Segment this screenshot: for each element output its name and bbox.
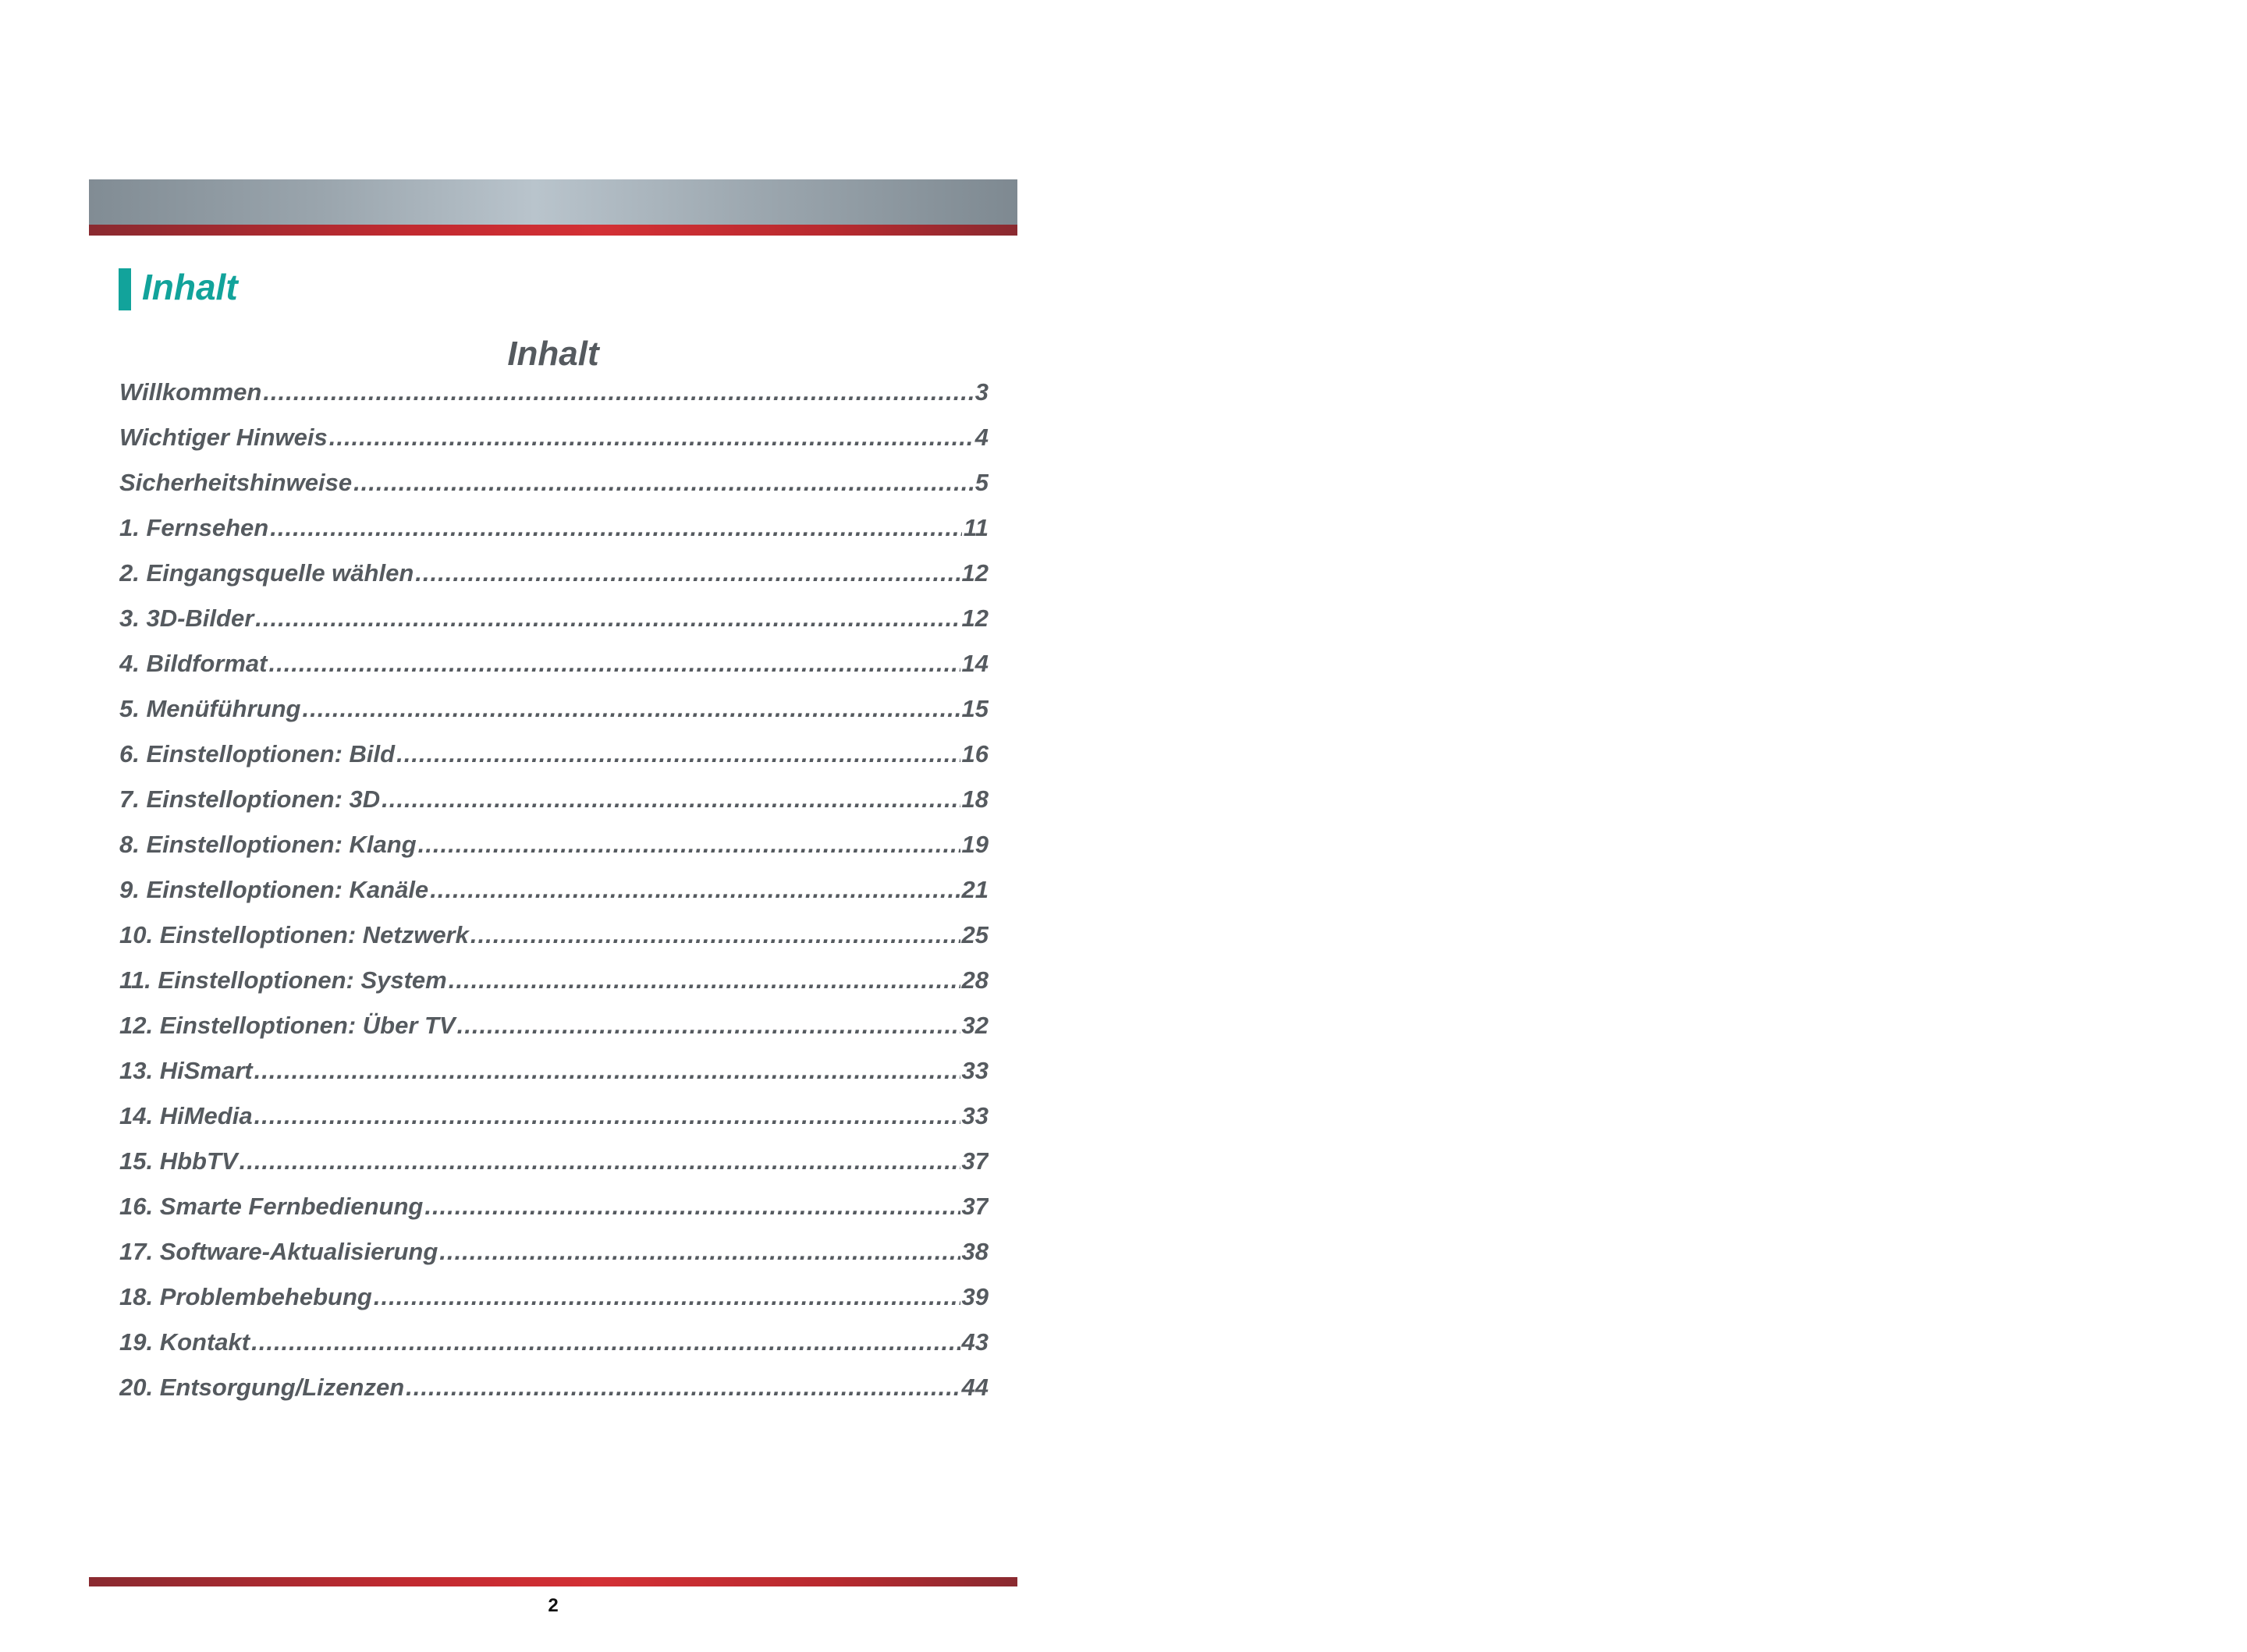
toc-entry-page: 28 <box>961 966 989 994</box>
toc-entry-page: 32 <box>961 1012 989 1039</box>
toc-entry-label: 9. Einstelloptionen: Kanäle <box>119 876 429 903</box>
toc-dot-leader <box>470 913 960 958</box>
toc-entry-label: 13. HiSmart <box>119 1057 253 1084</box>
toc-entry-page: 33 <box>961 1102 989 1129</box>
toc-entry-page: 33 <box>961 1057 989 1084</box>
toc-entry-page: 3 <box>974 378 989 406</box>
toc-entry[interactable] <box>119 551 989 596</box>
toc-entry-page: 15 <box>961 695 989 722</box>
toc-entry[interactable] <box>119 641 989 686</box>
toc-entry[interactable] <box>119 1003 989 1048</box>
toc-entry-label: 15. HbbTV <box>119 1147 238 1175</box>
header-rule <box>89 225 1017 236</box>
header-band <box>89 179 1017 225</box>
toc-entry[interactable] <box>119 732 989 777</box>
toc-dot-leader <box>449 958 960 1003</box>
toc-entry-page: 39 <box>961 1283 989 1310</box>
toc-entry[interactable] <box>119 867 989 913</box>
toc-entry[interactable] <box>119 686 989 732</box>
toc-dot-leader <box>254 1048 960 1094</box>
toc-entry-page: 38 <box>961 1238 989 1265</box>
toc-entry[interactable] <box>119 1184 989 1229</box>
toc-entry[interactable] <box>119 1320 989 1365</box>
toc-entry-page: 4 <box>974 424 989 451</box>
toc-dot-leader <box>415 551 960 596</box>
toc-entry-label: 11. Einstelloptionen: System <box>119 966 447 994</box>
footer-rule <box>89 1577 1017 1586</box>
toc-dot-leader <box>457 1003 960 1048</box>
toc-entry-page: 12 <box>961 604 989 632</box>
toc-dot-leader <box>439 1229 960 1274</box>
toc-dot-leader <box>251 1320 960 1365</box>
toc-entry-page: 11 <box>963 514 989 541</box>
toc-entry-page: 44 <box>961 1374 989 1401</box>
section-title: Inhalt <box>142 267 238 307</box>
toc-dot-leader <box>353 460 974 505</box>
toc-entry-label: Wichtiger Hinweis <box>119 424 328 451</box>
toc-dot-leader <box>382 777 960 822</box>
toc-entry[interactable] <box>119 1094 989 1139</box>
toc-entry-label: 1. Fernsehen <box>119 514 269 541</box>
toc-entry-label: 7. Einstelloptionen: 3D <box>119 785 381 813</box>
toc-dot-leader <box>430 867 960 913</box>
toc-entry-label: 17. Software-Aktualisierung <box>119 1238 438 1265</box>
toc-entry-label: 6. Einstelloptionen: Bild <box>119 740 396 768</box>
toc-entry-page: 5 <box>974 469 989 496</box>
toc-dot-leader <box>374 1274 960 1320</box>
toc-entry-page: 18 <box>961 785 989 813</box>
toc-entry-label: Sicherheitshinweise <box>119 469 353 496</box>
toc-entry[interactable] <box>119 596 989 641</box>
section-marker-bar <box>119 268 131 310</box>
toc-entry-label: 16. Smarte Fernbedienung <box>119 1193 424 1220</box>
toc-entry[interactable] <box>119 913 989 958</box>
toc-entry-page: 14 <box>961 650 989 677</box>
toc-entry-label: 10. Einstelloptionen: Netzwerk <box>119 921 469 948</box>
toc-entry-label: 12. Einstelloptionen: Über TV <box>119 1012 456 1039</box>
toc-dot-leader <box>424 1184 960 1229</box>
toc-entry[interactable] <box>119 370 989 415</box>
toc-dot-leader <box>329 415 974 460</box>
toc-entry[interactable] <box>119 460 989 505</box>
toc-dot-leader <box>255 596 960 641</box>
toc-entry-label: 14. HiMedia <box>119 1102 253 1129</box>
toc-dot-leader <box>302 686 960 732</box>
toc-entry-page: 25 <box>961 921 989 948</box>
toc-entry-page: 37 <box>961 1193 989 1220</box>
toc-title: Inhalt <box>507 335 599 373</box>
table-of-contents <box>119 370 989 1410</box>
toc-entry-page: 37 <box>961 1147 989 1175</box>
toc-entry[interactable] <box>119 1274 989 1320</box>
toc-entry-label: 5. Menüführung <box>119 695 301 722</box>
toc-dot-leader <box>270 505 962 551</box>
toc-entry[interactable] <box>119 1365 989 1410</box>
toc-entry-page: 19 <box>961 831 989 858</box>
toc-entry[interactable] <box>119 822 989 867</box>
toc-dot-leader <box>268 641 960 686</box>
toc-dot-leader <box>418 822 960 867</box>
toc-entry-page: 12 <box>961 559 989 587</box>
toc-entry-label: 2. Eingangsquelle wählen <box>119 559 414 587</box>
toc-entry-label: 4. Bildformat <box>119 650 268 677</box>
page-number: 2 <box>548 1595 559 1616</box>
toc-dot-leader <box>396 732 960 777</box>
toc-entry[interactable] <box>119 505 989 551</box>
toc-entry-label: 18. Problembehebung <box>119 1283 372 1310</box>
toc-entry-page: 43 <box>961 1328 989 1356</box>
toc-entry-page: 16 <box>961 740 989 768</box>
toc-entry[interactable] <box>119 1048 989 1094</box>
toc-dot-leader <box>240 1139 960 1184</box>
toc-entry-page: 21 <box>961 876 989 903</box>
toc-dot-leader <box>406 1365 960 1410</box>
toc-dot-leader <box>263 370 973 415</box>
toc-entry-label: 19. Kontakt <box>119 1328 250 1356</box>
toc-entry-label: 3. 3D-Bilder <box>119 604 254 632</box>
toc-entry[interactable] <box>119 1229 989 1274</box>
toc-entry-label: 20. Entsorgung/Lizenzen <box>119 1374 405 1401</box>
toc-entry-label: Willkommen <box>119 378 262 406</box>
toc-entry-label: 8. Einstelloptionen: Klang <box>119 831 417 858</box>
toc-dot-leader <box>254 1094 960 1139</box>
toc-entry[interactable] <box>119 415 989 460</box>
toc-entry[interactable] <box>119 777 989 822</box>
toc-entry[interactable] <box>119 958 989 1003</box>
toc-entry[interactable] <box>119 1139 989 1184</box>
